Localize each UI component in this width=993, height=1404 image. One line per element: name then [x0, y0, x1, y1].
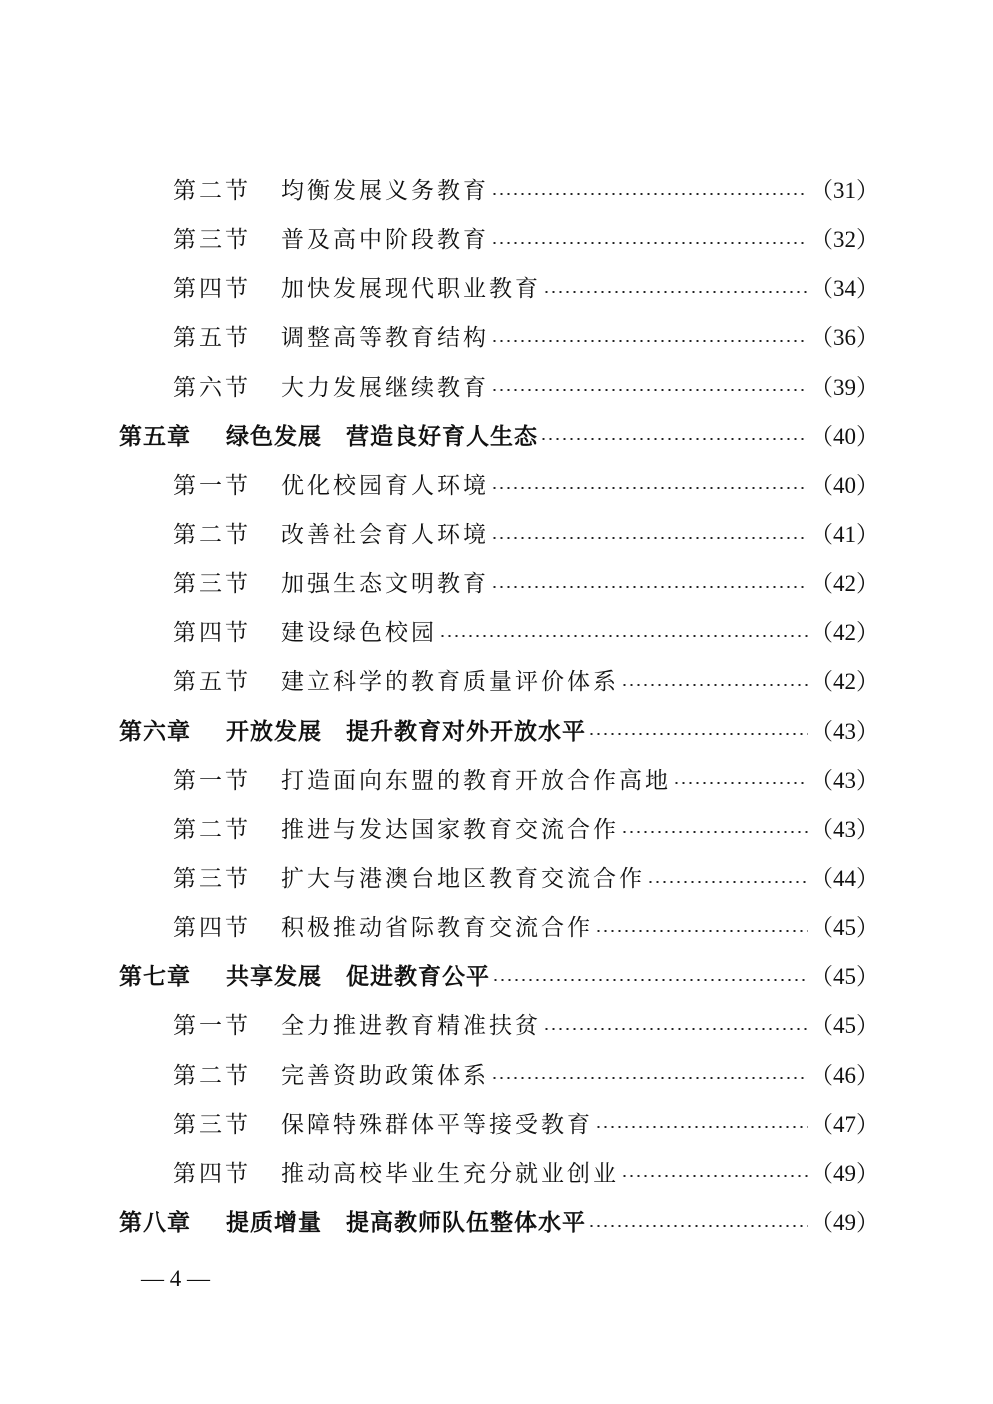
- toc-section-row: [0, 852, 993, 901]
- toc-entry-number: 第六节: [173, 374, 251, 401]
- toc-chapter-row: [0, 410, 993, 459]
- toc-entry-page: （43）: [810, 767, 879, 793]
- toc-entry-page: （45）: [810, 915, 879, 941]
- dot-leader: [673, 782, 808, 784]
- toc-entry-page: （32）: [810, 227, 879, 253]
- toc-section-row: [0, 1147, 993, 1196]
- toc-entry-page: （42）: [810, 669, 879, 695]
- toc-entry-number: 第七章: [119, 964, 191, 991]
- toc-section-row: [0, 508, 993, 557]
- toc-entry-page: （45）: [810, 1013, 879, 1039]
- dot-leader: [492, 979, 808, 981]
- toc-section-row: [0, 557, 993, 606]
- toc-entry-title: 绿色发展 营造良好育人生态: [226, 423, 538, 450]
- toc-entry-title: 积极推动省际教育交流合作: [281, 915, 593, 942]
- toc-entry-number: 第三节: [173, 866, 251, 893]
- toc-entry-title: 提质增量 提高教师队伍整体水平: [226, 1210, 586, 1237]
- dot-leader: [491, 193, 808, 195]
- toc-chapter-row: [0, 1196, 993, 1245]
- toc-entry-title: 调整高等教育结构: [281, 325, 489, 352]
- toc-section-row: [0, 361, 993, 410]
- toc-entry-title: 改善社会育人环境: [281, 522, 489, 549]
- toc-entry-number: 第四节: [173, 620, 251, 647]
- toc-entry-number: 第二节: [173, 816, 251, 843]
- dot-leader: [588, 733, 808, 735]
- dot-leader: [491, 1077, 808, 1079]
- toc-section-row: [0, 1049, 993, 1098]
- toc-section-row: [0, 213, 993, 262]
- toc-entry-title: 扩大与港澳台地区教育交流合作: [281, 866, 645, 893]
- toc-entry-page: （40）: [810, 423, 879, 449]
- toc-entry-page: （43）: [810, 718, 879, 744]
- toc-entry-page: （34）: [810, 276, 879, 302]
- dot-leader: [491, 340, 808, 342]
- toc-entry-number: 第一节: [173, 767, 251, 794]
- toc-entry-title: 加快发展现代职业教育: [281, 276, 541, 303]
- dot-leader: [491, 242, 808, 244]
- toc-entry-page: （46）: [810, 1062, 879, 1088]
- toc-entry-number: 第三节: [173, 227, 251, 254]
- toc-entry-title: 建立科学的教育质量评价体系: [281, 669, 619, 696]
- toc-entry-page: （45）: [810, 964, 879, 990]
- toc-entry-page: （36）: [810, 325, 879, 351]
- toc-section-row: [0, 164, 993, 213]
- toc-section-row: [0, 606, 993, 655]
- toc-entry-title: 建设绿色校园: [281, 620, 437, 647]
- toc-entry-number: 第四节: [173, 276, 251, 303]
- toc-entry-number: 第三节: [173, 1111, 251, 1138]
- toc-entry-number: 第五节: [173, 669, 251, 696]
- dot-leader: [621, 1175, 808, 1177]
- toc-entry-title: 全力推进教育精准扶贫: [281, 1013, 541, 1040]
- table-of-contents: [0, 164, 993, 1245]
- dot-leader: [647, 881, 808, 883]
- toc-entry-page: （44）: [810, 866, 879, 892]
- dot-leader: [491, 487, 808, 489]
- toc-entry-title: 优化校园育人环境: [281, 472, 489, 499]
- toc-entry-page: （43）: [810, 816, 879, 842]
- dot-leader: [491, 586, 808, 588]
- toc-section-row: [0, 311, 993, 360]
- toc-entry-title: 打造面向东盟的教育开放合作高地: [281, 767, 671, 794]
- toc-entry-title: 普及高中阶段教育: [281, 227, 489, 254]
- dot-leader: [621, 831, 808, 833]
- toc-entry-page: （47）: [810, 1111, 879, 1137]
- toc-entry-page: （40）: [810, 472, 879, 498]
- toc-entry-number: 第四节: [173, 1160, 251, 1187]
- toc-entry-number: 第二节: [173, 178, 251, 205]
- toc-section-row: [0, 459, 993, 508]
- toc-entry-page: （31）: [810, 178, 879, 204]
- toc-entry-number: 第五节: [173, 325, 251, 352]
- toc-entry-number: 第二节: [173, 1062, 251, 1089]
- toc-entry-page: （42）: [810, 620, 879, 646]
- toc-entry-title: 保障特殊群体平等接受教育: [281, 1111, 593, 1138]
- toc-chapter-row: [0, 950, 993, 999]
- toc-section-row: [0, 901, 993, 950]
- toc-section-row: [0, 262, 993, 311]
- dot-leader: [621, 684, 808, 686]
- toc-entry-number: 第五章: [119, 423, 191, 450]
- toc-entry-title: 加强生态文明教育: [281, 571, 489, 598]
- toc-entry-page: （39）: [810, 374, 879, 400]
- dot-leader: [595, 1126, 808, 1128]
- dot-leader: [540, 438, 808, 440]
- toc-entry-number: 第一节: [173, 1013, 251, 1040]
- dot-leader: [491, 389, 808, 391]
- dot-leader: [595, 930, 808, 932]
- toc-entry-page: （42）: [810, 571, 879, 597]
- toc-entry-title: 完善资助政策体系: [281, 1062, 489, 1089]
- toc-entry-title: 共享发展 促进教育公平: [226, 964, 490, 991]
- toc-section-row: [0, 803, 993, 852]
- dot-leader: [439, 635, 808, 637]
- toc-entry-title: 推动高校毕业生充分就业创业: [281, 1160, 619, 1187]
- toc-section-row: [0, 999, 993, 1048]
- toc-entry-page: （49）: [810, 1160, 879, 1186]
- toc-chapter-row: [0, 705, 993, 754]
- toc-entry-number: 第二节: [173, 522, 251, 549]
- toc-entry-number: 第四节: [173, 915, 251, 942]
- toc-entry-number: 第六章: [119, 718, 191, 745]
- dot-leader: [543, 291, 808, 293]
- toc-entry-number: 第三节: [173, 571, 251, 598]
- toc-entry-title: 开放发展 提升教育对外开放水平: [226, 718, 586, 745]
- toc-entry-page: （49）: [810, 1210, 879, 1236]
- dot-leader: [588, 1225, 808, 1227]
- dot-leader: [491, 537, 808, 539]
- toc-entry-title: 均衡发展义务教育: [281, 178, 489, 205]
- toc-section-row: [0, 655, 993, 704]
- toc-entry-title: 大力发展继续教育: [281, 374, 489, 401]
- toc-entry-number: 第一节: [173, 472, 251, 499]
- toc-section-row: [0, 754, 993, 803]
- toc-entry-page: （41）: [810, 522, 879, 548]
- toc-section-row: [0, 1098, 993, 1147]
- page-number: — 4 —: [141, 1266, 210, 1291]
- toc-entry-title: 推进与发达国家教育交流合作: [281, 816, 619, 843]
- dot-leader: [543, 1028, 808, 1030]
- toc-entry-number: 第八章: [119, 1210, 191, 1237]
